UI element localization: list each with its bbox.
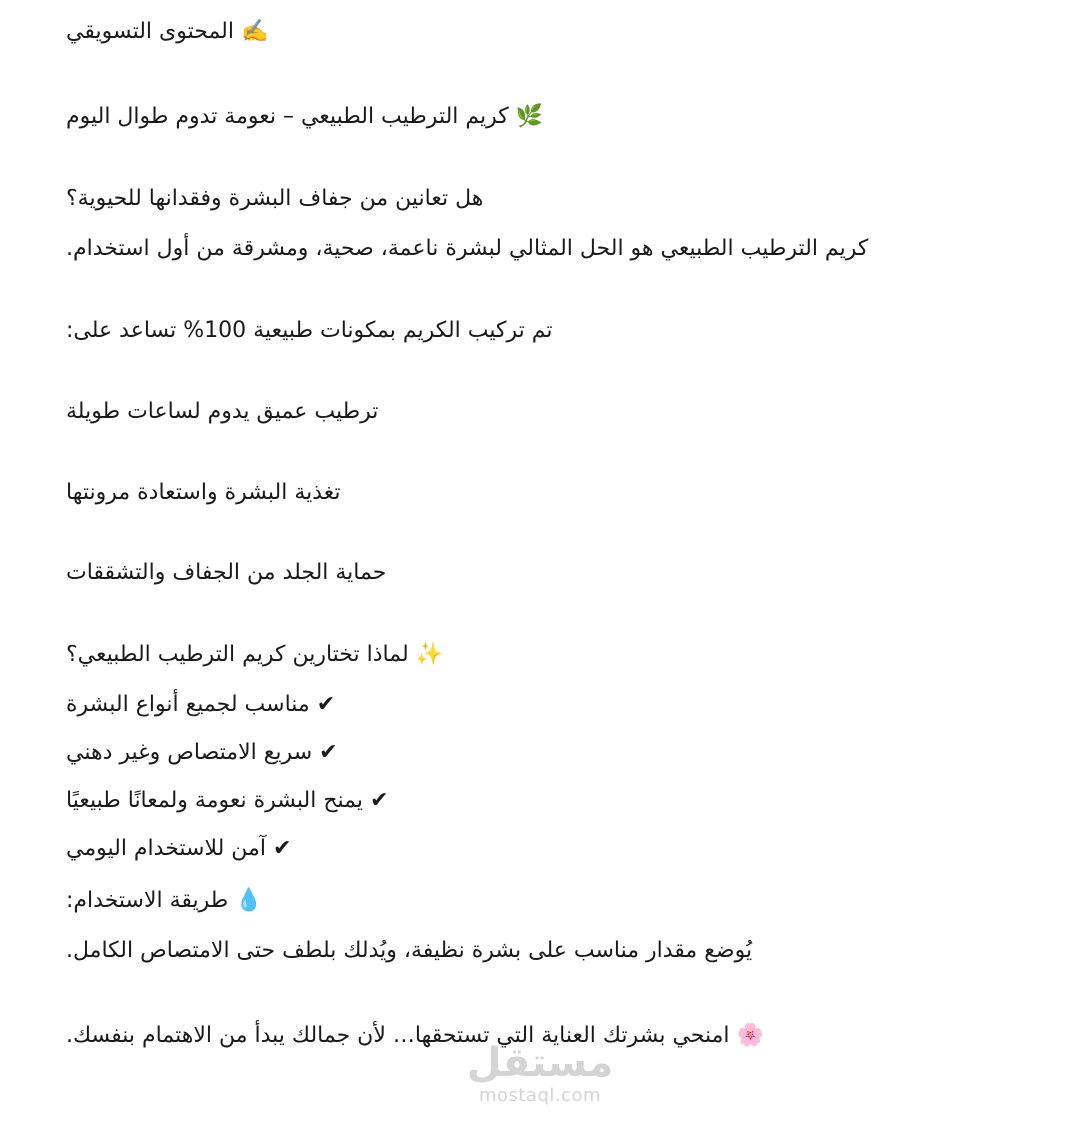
- check-item-1: ✔ مناسب لجميع أنواع البشرة: [66, 692, 336, 717]
- product-title: 🌿 كريم الترطيب الطبيعي – نعومة تدوم طوال اليوم: [66, 104, 544, 129]
- question-line: هل تعانين من جفاف البشرة وفقدانها للحيوية؟: [66, 186, 484, 211]
- why-choose-heading: ✨ لماذا تختارين كريم الترطيب الطبيعي؟: [66, 642, 444, 667]
- watermark-latin: mostaql.com: [478, 1085, 602, 1106]
- benefit-line-1: ترطيب عميق يدوم لساعات طويلة: [66, 399, 379, 424]
- check-item-2: ✔ سريع الامتصاص وغير دهني: [66, 740, 338, 765]
- check-item-4: ✔ آمن للاستخدام اليومي: [66, 836, 292, 861]
- mostaql-watermark: [465, 1040, 615, 1106]
- watermark-arabic: مستقل: [466, 1040, 614, 1086]
- benefit-line-2: تغذية البشرة واستعادة مرونتها: [66, 480, 341, 505]
- closing-line: 🌸 امنحي بشرتك العناية التي تستحقها… لأن جمالك يبدأ من الاهتمام بنفسك.: [66, 1023, 764, 1048]
- usage-line: يُوضع مقدار مناسب على بشرة نظيفة، ويُدلك بلطف حتى الامتصاص الكامل.: [66, 938, 753, 963]
- intro-line: كريم الترطيب الطبيعي هو الحل المثالي لبشرة ناعمة، صحية، ومشرقة من أول استخدام.: [66, 236, 869, 261]
- usage-heading: 💧 طريقة الاستخدام:: [66, 888, 263, 913]
- benefit-line-3: حماية الجلد من الجفاف والتشققات: [66, 560, 387, 585]
- ingredients-line: تم تركيب الكريم بمكونات طبيعية 100% تساعد على:: [66, 318, 553, 343]
- check-item-3: ✔ يمنح البشرة نعومة ولمعانًا طبيعيًا: [66, 788, 389, 813]
- marketing-content-heading: ✍️ المحتوى التسويقي: [66, 19, 269, 44]
